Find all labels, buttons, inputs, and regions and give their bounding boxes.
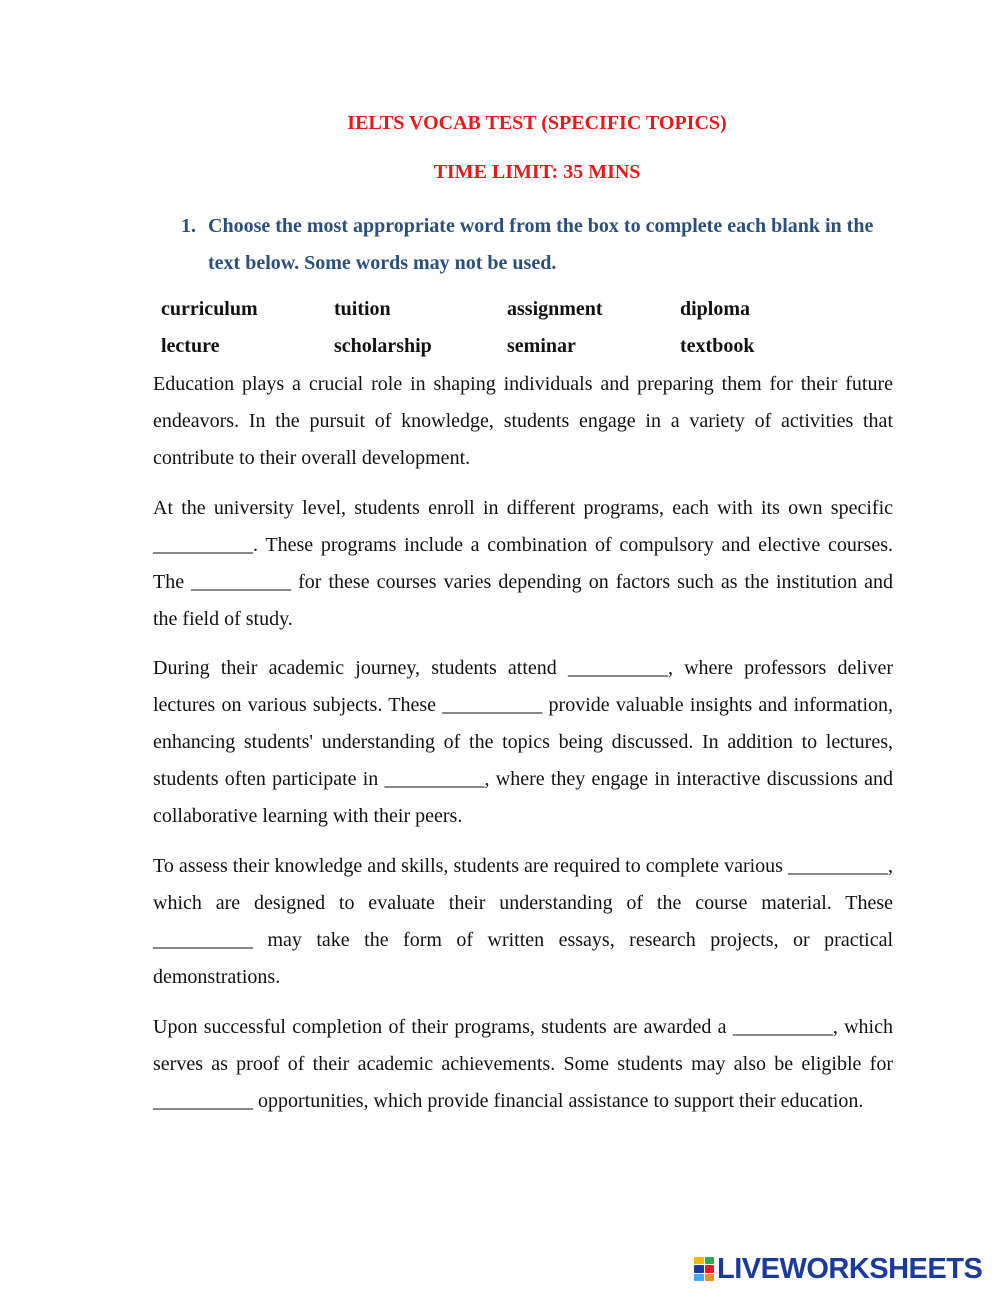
paragraph-assessment: To assess their knowledge and skills, students are required to complete various __________, which are designed to evaluate their understanding of the course material. These __________ may take the form of written essays, research projects, or practical demonstrations.	[153, 855, 893, 988]
liveworksheets-logo-icon	[694, 1257, 714, 1281]
test-title: IELTS VOCAB TEST (SPECIFIC TOPICS)	[347, 112, 727, 134]
word-option: scholarship	[334, 335, 432, 357]
logo-text: LIVEWORKSHEETS	[717, 1253, 983, 1285]
word-option: curriculum	[161, 298, 258, 320]
instruction-text: Choose the most appropriate word from the box to complete each blank in the text below. Some words may not be used.	[208, 215, 874, 274]
word-option: diploma	[680, 298, 751, 320]
word-row	[161, 296, 861, 333]
paragraph-completion: Upon successful completion of their programs, students are awarded a __________, which serves as proof of their academic achievements. Some students may also be eligible for __________ opportunities, which provide financial assistance to support their education.	[153, 1016, 893, 1112]
word-row	[161, 333, 861, 370]
paragraph-programs: At the university level, students enroll in different programs, each with its own specific __________. These programs include a combination of compulsory and elective courses. The __________ for these courses varies depending on factors such as the institution and the field of study.	[153, 497, 893, 630]
time-limit: TIME LIMIT: 35 MINS	[433, 161, 641, 183]
question-instruction	[181, 208, 893, 282]
word-option: lecture	[161, 335, 220, 357]
paragraph-lectures: During their academic journey, students attend __________, where professors deliver lectures on various subjects. These __________ provide valuable insights and information, enhancing students' understanding of the topics being discussed. In addition to lectures, students often participate in __________, where they engage in interactive discussions and collaborative learning with their peers.	[153, 657, 893, 827]
word-option: assignment	[507, 298, 603, 320]
word-box	[161, 296, 861, 370]
liveworksheets-logo	[694, 1254, 982, 1284]
word-option: textbook	[680, 335, 755, 357]
word-option: seminar	[507, 335, 576, 357]
word-option: tuition	[334, 298, 391, 320]
question-number: 1.	[181, 215, 196, 237]
paragraph-intro: Education plays a crucial role in shaping individuals and preparing them for their future endeavors. In the pursuit of knowledge, students engage in a variety of activities that contribute to their overall development.	[153, 373, 893, 469]
